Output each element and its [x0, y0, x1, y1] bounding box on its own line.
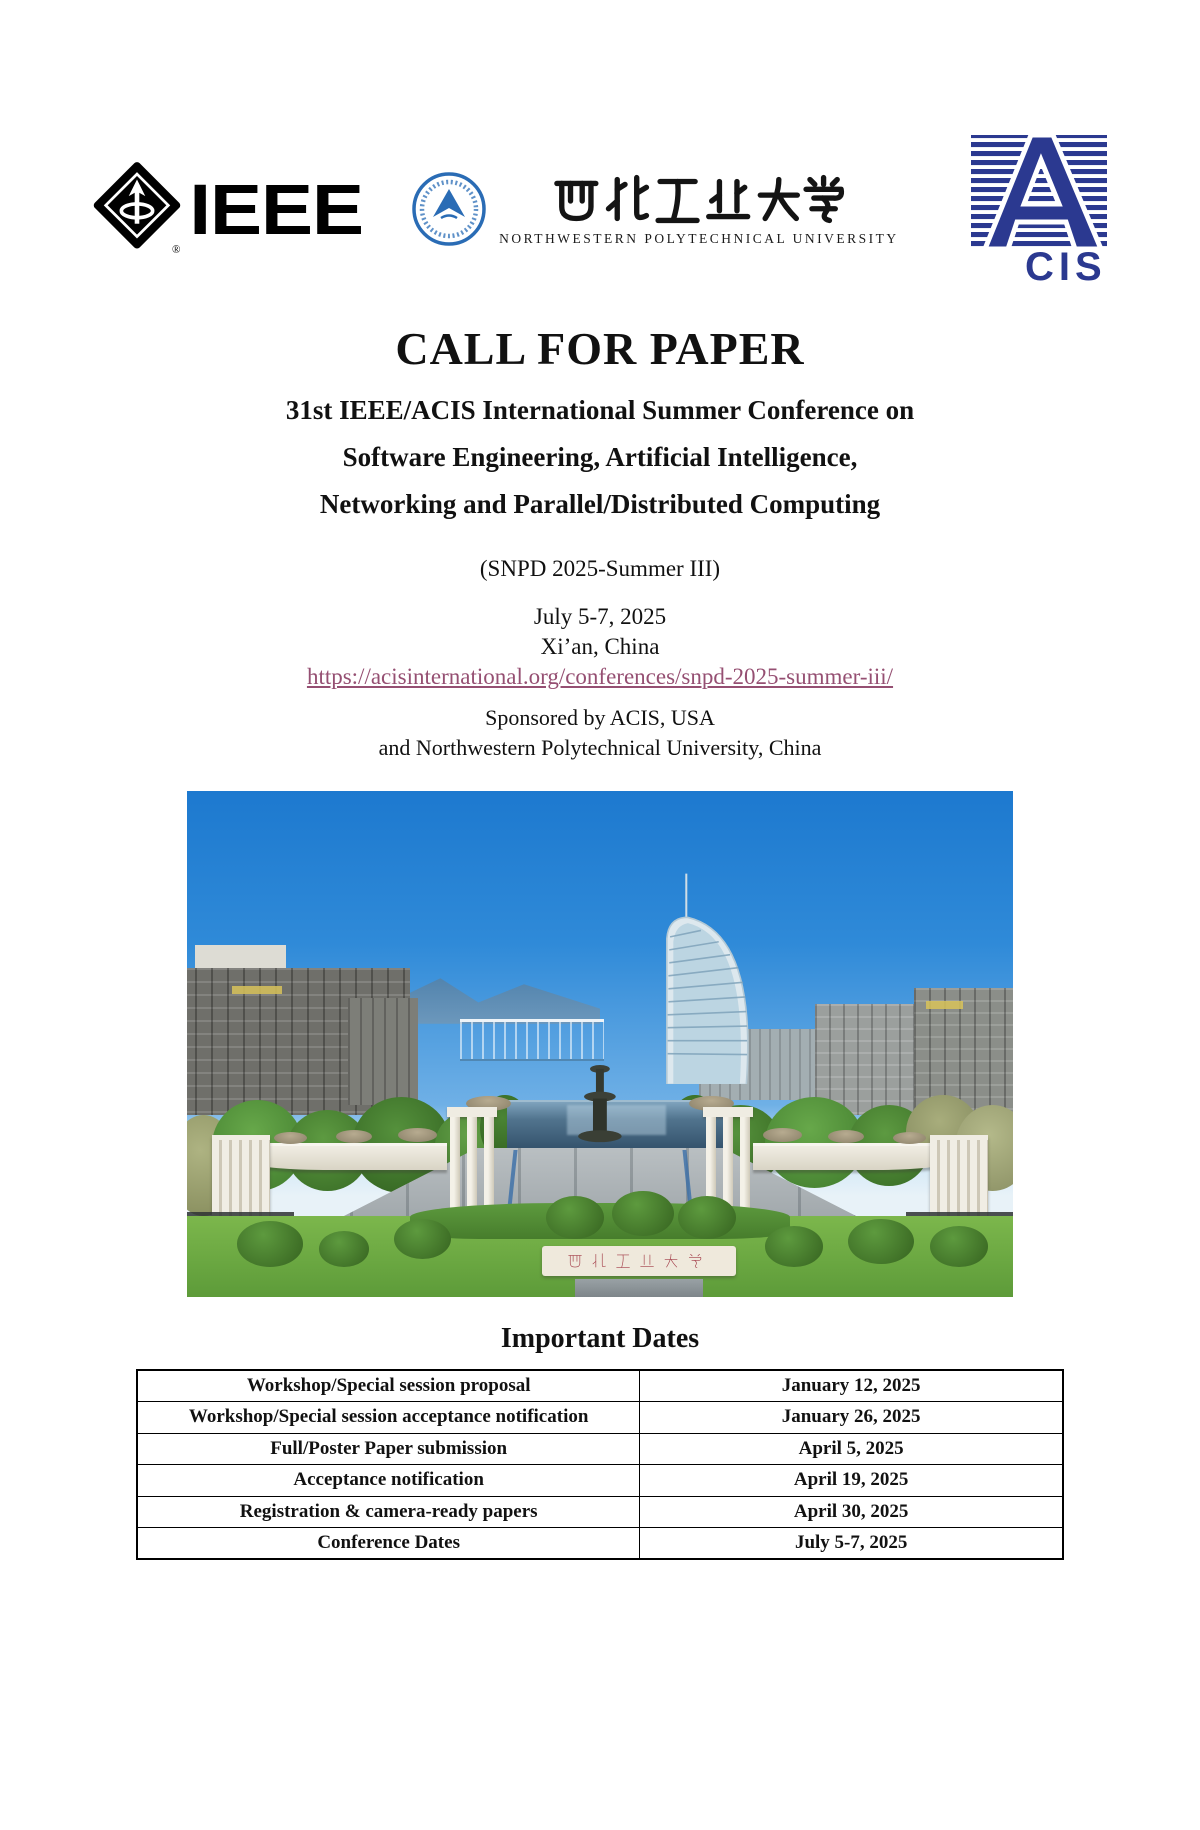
- series-line: (SNPD 2025-Summer III): [479, 556, 721, 581]
- ieee-wordmark: IEEE: [189, 168, 364, 250]
- photo-curved-wall-left: [241, 1143, 448, 1171]
- photo-gate-cap: [447, 1107, 497, 1117]
- photo-bush: [848, 1219, 914, 1265]
- sponsor-line-1: Sponsored by ACIS, USA: [485, 705, 715, 730]
- photo-gate-cap: [703, 1107, 753, 1117]
- date-value-cell: April 5, 2025: [640, 1433, 1063, 1465]
- photo-fountain: [571, 1059, 629, 1150]
- document-body: [0, 321, 1200, 1560]
- url-line: [0, 662, 1200, 695]
- conference-name: [0, 387, 1200, 528]
- npu-logo-text: [499, 171, 899, 247]
- photo-left-building-wing: [348, 998, 418, 1104]
- date-label-cell: Registration & camera-ready papers: [137, 1496, 640, 1528]
- table-row: [137, 1370, 1063, 1402]
- date-label-cell: Acceptance notification: [137, 1465, 640, 1497]
- page-title: CALL FOR PAPER: [395, 323, 805, 374]
- call-for-paper-page: [0, 133, 1200, 1830]
- date-label-cell: Workshop/Special session proposal: [137, 1370, 640, 1402]
- ieee-diamond-icon: [91, 161, 183, 257]
- npu-calligraphy: [553, 171, 845, 229]
- npu-seal-icon: [411, 171, 487, 247]
- table-row: [137, 1528, 1063, 1560]
- sponsor-line-2: and Northwestern Polytechnical University, China: [378, 735, 822, 760]
- date-value-cell: January 26, 2025: [640, 1402, 1063, 1434]
- logo-row: [0, 133, 1200, 289]
- campus-photo: [187, 791, 1013, 1297]
- photo-bush: [765, 1226, 823, 1266]
- sponsor-block: [0, 703, 1200, 763]
- conference-name-line-2: Software Engineering, Artificial Intelligence,: [342, 442, 858, 472]
- photo-bush: [237, 1221, 303, 1267]
- npu-logo: [411, 171, 899, 247]
- photo-planter-bowl: [274, 1132, 307, 1144]
- conference-name-line-3: Networking and Parallel/Distributed Computing: [319, 489, 881, 519]
- photo-bush: [678, 1196, 736, 1239]
- photo-university-sign: [542, 1246, 736, 1275]
- photo-curved-wall-right: [753, 1143, 960, 1171]
- acis-logo: [947, 133, 1109, 289]
- photo-bush: [394, 1219, 452, 1259]
- photo-bush: [930, 1226, 988, 1266]
- conference-dates-line: July 5-7, 2025: [533, 604, 667, 629]
- important-dates-heading: Important Dates: [500, 1323, 700, 1354]
- date-label-cell: Conference Dates: [137, 1528, 640, 1560]
- location-line: Xi’an, China: [540, 634, 660, 659]
- ieee-registered-mark: ®: [172, 244, 181, 257]
- conference-name-line-1: 31st IEEE/ACIS International Summer Conference on: [285, 395, 915, 425]
- npu-caption: NORTHWESTERN POLYTECHNICAL UNIVERSITY: [499, 231, 899, 246]
- photo-right-building-sign: [926, 1001, 963, 1009]
- important-dates-table: [136, 1369, 1064, 1560]
- photo-sail-tower: [645, 872, 773, 1085]
- date-label-cell: Full/Poster Paper submission: [137, 1433, 640, 1465]
- photo-entrance-steps: [575, 1279, 703, 1297]
- table-row: [137, 1465, 1063, 1497]
- table-row: [137, 1402, 1063, 1434]
- date-label-cell: Workshop/Special session acceptance notification: [137, 1402, 640, 1434]
- photo-glass-building: [460, 1019, 605, 1059]
- table-row: [137, 1496, 1063, 1528]
- photo-left-building-sign: [232, 986, 282, 994]
- photo-bush: [546, 1196, 604, 1239]
- photo-bush: [612, 1191, 674, 1237]
- table-row: [137, 1433, 1063, 1465]
- ieee-logo: [91, 161, 363, 257]
- photo-sign-calligraphy: [564, 1251, 714, 1271]
- date-value-cell: January 12, 2025: [640, 1370, 1063, 1402]
- acis-cis-text: CIS: [1024, 245, 1107, 289]
- date-value-cell: July 5-7, 2025: [640, 1528, 1063, 1560]
- conference-url-link[interactable]: https://acisinternational.org/conferences/snpd-2025-summer-iii/: [306, 664, 894, 689]
- photo-bush: [319, 1231, 369, 1266]
- date-value-cell: April 19, 2025: [640, 1465, 1063, 1497]
- date-value-cell: April 30, 2025: [640, 1496, 1063, 1528]
